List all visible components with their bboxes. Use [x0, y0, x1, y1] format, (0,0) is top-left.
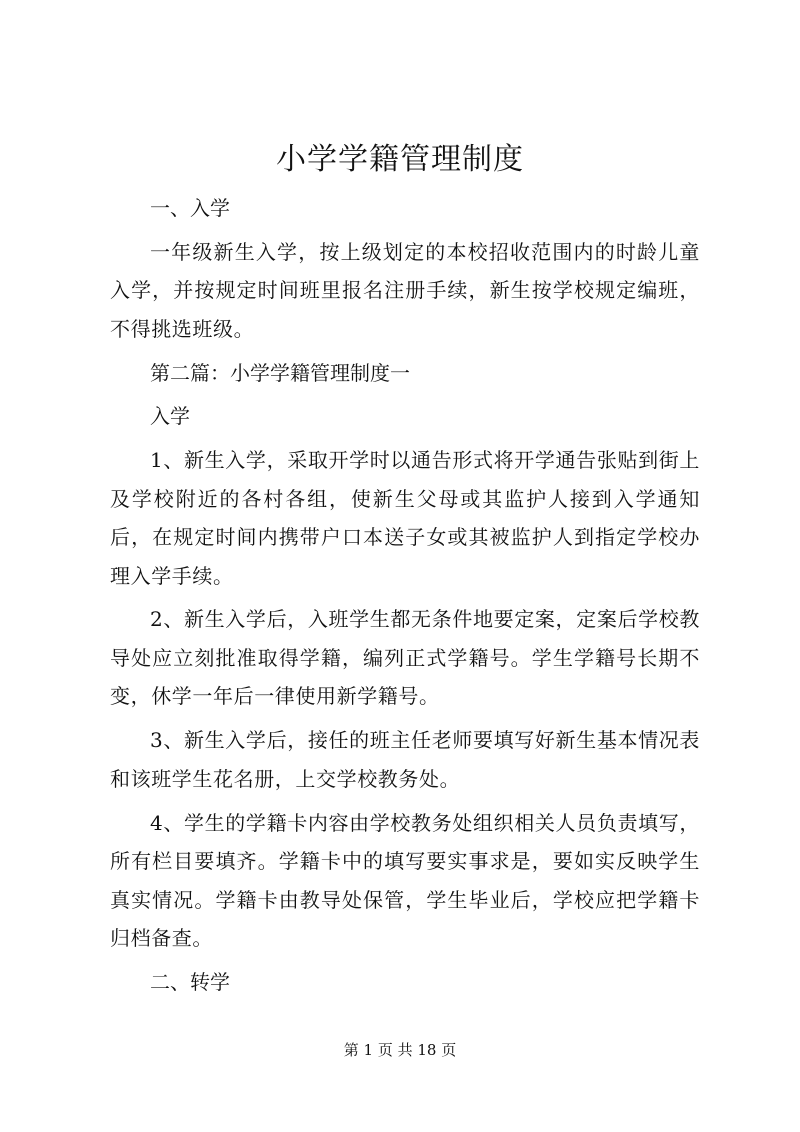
paragraph-item-1: 1、新生入学，采取开学时以通告形式将开学通告张贴到街上及学校附近的各村各组，使新生父母或其监护人接到入学通知后，在规定时间内携带户口本送子女或其被监护人到指定学校办理入学手续。 [110, 448, 700, 588]
paragraph-item-2: 2、新生入学后，入班学生都无条件地要定案，定案后学校教导处应立刻批准取得学籍，编列正式学籍号。学生学籍号长期不变，休学一年后一律使用新学籍号。 [110, 607, 700, 709]
document-title: 小学学籍管理制度 [276, 142, 524, 177]
document-body [110, 189, 700, 1001]
page-footer: 第 1 页 共 18 页 [343, 1041, 457, 1059]
chapter-heading: 第二篇：小学学籍管理制度一 [150, 360, 410, 385]
section-heading-admission: 一、入学 [150, 196, 230, 220]
paragraph-item-4: 4、学生的学籍卡内容由学校教务处组织相关人员负责填写，所有栏目要填齐。学籍卡中的填写要实事求是，要如实反映学生真实情况。学籍卡由教导处保管，学生毕业后，学校应把学籍卡归档备查。 [110, 810, 700, 951]
paragraph-item-3: 3、新生入学后，接任的班主任老师要填写好新生基本情况表和该班学生花名册，上交学校教务处。 [110, 728, 700, 791]
subsection-heading-admission: 入学 [150, 404, 190, 429]
paragraph-admission-intro: 一年级新生入学，按上级划定的本校招收范围内的时龄儿童入学，并按规定时间班里报名注册手续，新生按学校规定编班，不得挑选班级。 [110, 239, 700, 341]
section-heading-transfer: 二、转学 [150, 969, 230, 994]
